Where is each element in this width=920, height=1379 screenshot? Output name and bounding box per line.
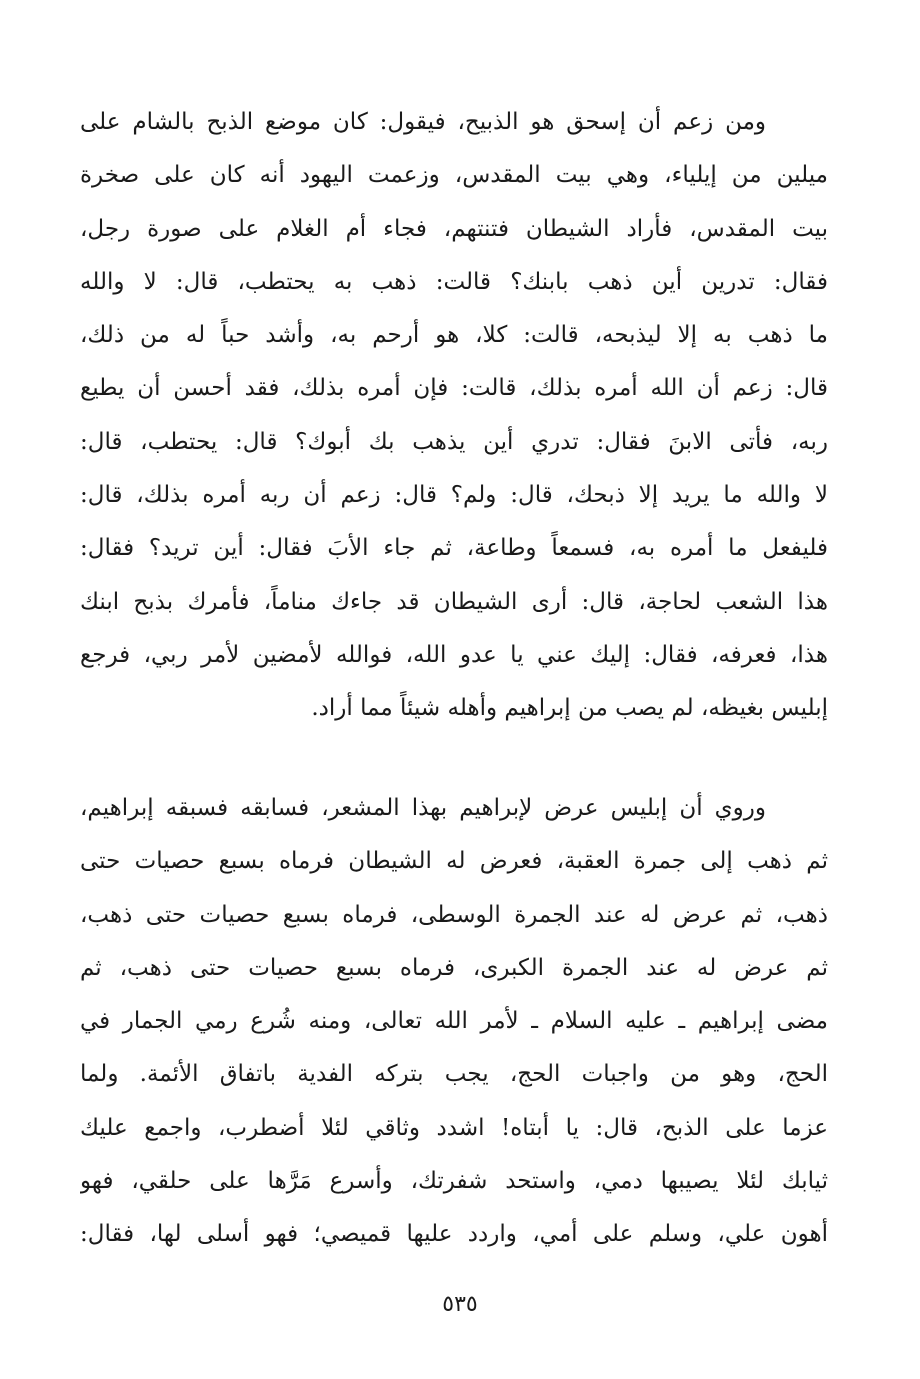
text-line: عزما على الذبح، قال: يا أبتاه! اشدد وثاقي لئلا أضطرب، واجمع عليك — [80, 1114, 828, 1141]
paragraph-2 — [80, 782, 828, 1262]
text-line: إبليس بغيظه، لم يصب من إبراهيم وأهله شيئاً مما أراد. — [311, 695, 828, 722]
text-line: هذا الشعب لحاجة، قال: أرى الشيطان قد جاءك مناماً، فأمرك بذبح ابنك — [80, 588, 828, 615]
text-line: ربه، فأتى الابنَ فقال: تدري أين يذهب بك أبوك؟ قال: يحتطب، قال: — [80, 428, 828, 455]
text-line: قال: زعم أن الله أمره بذلك، قالت: فإن أمره بذلك، فقد أحسن أن يطيع — [80, 375, 828, 402]
text-line: ثم ذهب إلى جمرة العقبة، فعرض له الشيطان فرماه بسبع حصيات حتى — [80, 848, 828, 875]
paragraph-1 — [80, 96, 828, 736]
text-line: ثيابك لئلا يصيبها دمي، واستحد شفرتك، وأسرع مَرَّها على حلقي، فهو — [80, 1168, 828, 1195]
text-line: هذا، فعرفه، فقال: إليك عني يا عدو الله، فوالله لأمضين لأمر ربي، فرجع — [80, 641, 828, 668]
text-line: فقال: تدرين أين ذهب بابنك؟ قالت: ذهب به يحتطب، قال: لا والله — [80, 268, 828, 295]
text-line: ومن زعم أن إسحق هو الذبيح، فيقول: كان موضع الذبح بالشام على — [80, 109, 766, 135]
text-line: لا والله ما يريد إلا ذبحك، قال: ولم؟ قال: زعم أن ربه أمره بذلك، قال: — [80, 482, 828, 509]
text-line: بيت المقدس، فأراد الشيطان فتنتهم، فجاء أم الغلام على صورة رجل، — [80, 215, 828, 242]
text-line: ذهب، ثم عرض له عند الجمرة الوسطى، فرماه بسبع حصيات حتى ذهب، — [80, 901, 828, 928]
text-line: وروي أن إبليس عرض لإبراهيم بهذا المشعر، فسابقه فسبقه إبراهيم، — [80, 795, 766, 821]
text-line: الحج، وهو من واجبات الحج، يجب بتركه الفدية باتفاق الأئمة. ولما — [80, 1061, 828, 1088]
text-line: مضى إبراهيم ـ عليه السلام ـ لأمر الله تعالى، ومنه شُرع رمي الجمار في — [80, 1008, 828, 1035]
text-line: أهون علي، وسلم على أمي، واردد عليها قميصي؛ فهو أسلى لها، فقال: — [80, 1221, 828, 1248]
text-line: ما ذهب به إلا ليذبحه، قالت: كلا، هو أرحم به، وأشد حباً له من ذلك، — [80, 322, 828, 349]
page-number: ٥٣٥ — [442, 1292, 478, 1317]
text-line: ميلين من إيلياء، وهي بيت المقدس، وزعمت اليهود أنه كان على صخرة — [80, 162, 828, 189]
text-line: ثم عرض له عند الجمرة الكبرى، فرماه بسبع حصيات حتى ذهب، ثم — [80, 954, 828, 981]
text-line: فليفعل ما أمره به، فسمعاً وطاعة، ثم جاء الأبَ فقال: أين تريد؟ فقال: — [80, 535, 828, 562]
